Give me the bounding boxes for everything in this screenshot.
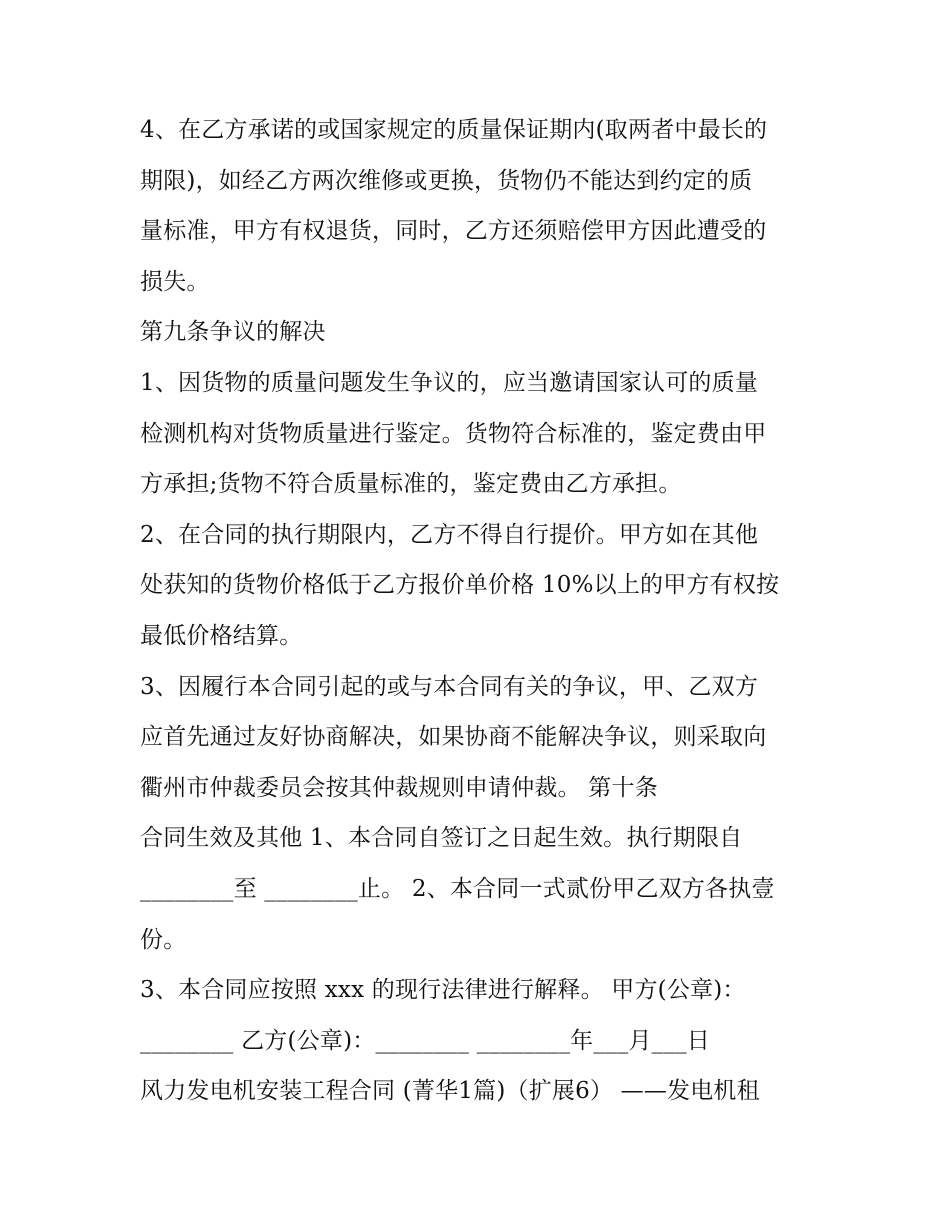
clause-10-line-2: ________至 ________止。 2、本合同一式贰份甲乙双方各执壹 [140,876,775,902]
clause-9-heading: 第九条争议的解决 [140,319,326,345]
clause-9-item-2-line-2: 处获知的货物价格低于乙方报价单价格 10%以上的甲方有权按 [140,572,780,598]
clause-8-item-4-line-1: 4、在乙方承诺的或国家规定的质量保证期内(取两者中最长的 [140,117,768,143]
clause-8-item-4-line-2: 期限)，如经乙方两次维修或更换，货物仍不能达到约定的质 [140,168,753,194]
clause-9-item-1-line-2: 检测机构对货物质量进行鉴定。货物符合标准的，鉴定费由甲 [140,421,767,447]
clause-9-item-1-line-3: 方承担;货物不符合质量标准的，鉴定费由乙方承担。 [140,471,682,497]
signature-line: ________ 乙方(公章)：________ ________年___月___日 [140,1028,710,1054]
clause-9-item-3-line-2: 应首先通过友好协商解决，如果协商不能解决争议，则采取向 [140,724,767,750]
clause-10-item-3-line: 3、本合同应按照 xxx 的现行法律进行解释。 甲方(公章)： [140,977,746,1003]
clause-8-item-4-line-4: 损失。 [140,269,210,295]
clause-9-item-2-line-1: 2、在合同的执行期限内，乙方不得自行提价。甲方如在其他 [140,522,759,548]
clause-10-line-3: 份。 [140,927,187,953]
clause-10-line-1: 合同生效及其他 1、本合同自签订之日起生效。执行期限自 [140,825,743,851]
clause-9-item-3-line-3: 衢州市仲裁委员会按其仲裁规则申请仲裁。 第十条 [140,775,658,801]
clause-9-item-2-line-3: 最低价格结算。 [140,623,303,649]
clause-9-item-3-line-1: 3、因履行本合同引起的或与本合同有关的争议，甲、乙双方 [140,674,759,700]
next-document-title: 风力发电机安装工程合同 (菁华1篇)（扩展6） ——发电机租 [140,1078,760,1104]
clause-9-item-1-line-1: 1、因货物的质量问题发生争议的，应当邀请国家认可的质量 [140,370,759,396]
clause-8-item-4-line-3: 量标准，甲方有权退货，同时，乙方还须赔偿甲方因此遭受的 [140,218,767,244]
